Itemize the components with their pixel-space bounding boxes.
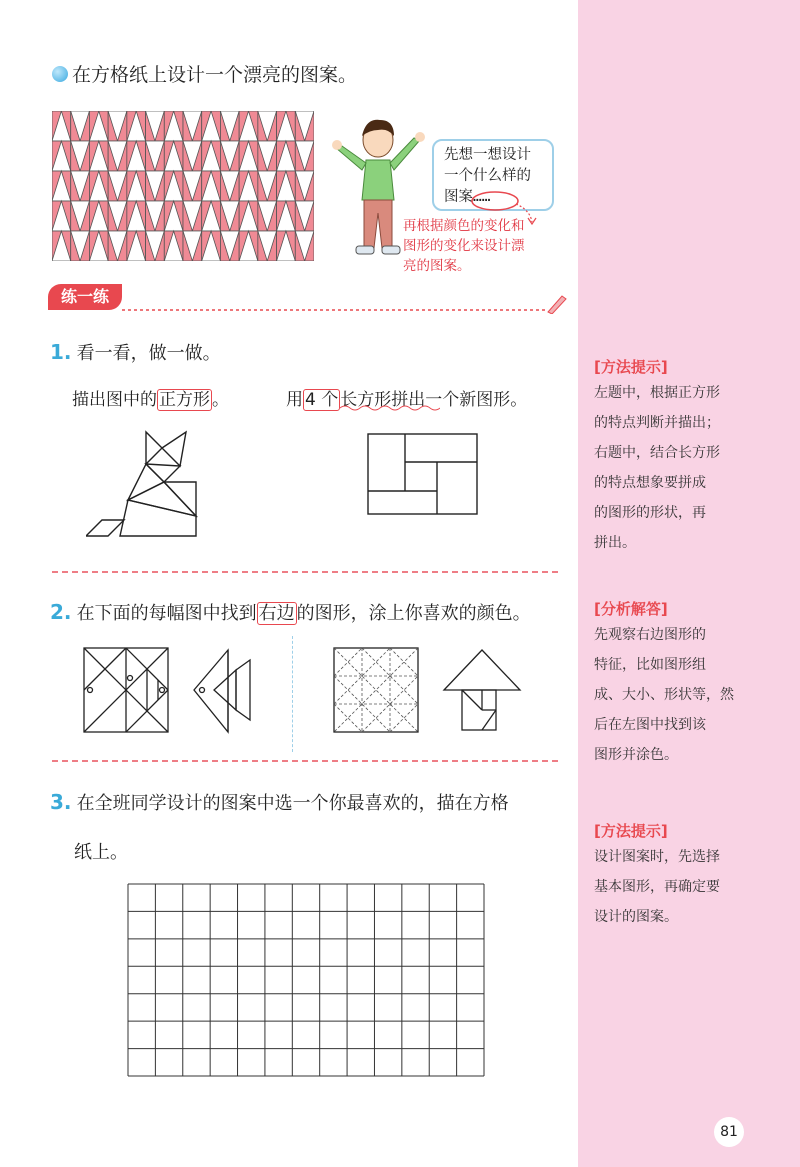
tangram-cat bbox=[86, 430, 206, 546]
q2-box: 右边 bbox=[258, 603, 295, 624]
wavy-underline bbox=[340, 404, 440, 412]
tip-line: 成、大小、形状等，然 bbox=[594, 687, 734, 703]
tip-line: 设计图案时，先选择 bbox=[594, 849, 720, 865]
grid-triangle-figure bbox=[332, 646, 528, 738]
square-triangle-figure bbox=[82, 646, 268, 738]
question-1 bbox=[50, 339, 221, 365]
tip-body-1 bbox=[594, 378, 754, 558]
q2-divider bbox=[292, 636, 293, 752]
tip-line: 特征，比如图形组 bbox=[594, 657, 706, 673]
practice-underline bbox=[122, 290, 568, 314]
bubble-line: 先想一想设计 bbox=[444, 147, 531, 163]
tip-body-3 bbox=[594, 842, 754, 932]
tip-line: 先观察右边图形的 bbox=[594, 627, 706, 643]
q3-line1: 在全班同学设计的图案中选一个你最喜欢的，描在方格 bbox=[76, 793, 509, 814]
red-hint bbox=[403, 216, 575, 276]
q2-post: 的图形，涂上你喜欢的颜色。 bbox=[296, 603, 531, 624]
tip-body-2 bbox=[594, 620, 754, 770]
q1-right-pre: 用 bbox=[286, 390, 303, 410]
sidebar-panel bbox=[578, 0, 800, 1167]
bubble-line: 图案…… bbox=[444, 189, 491, 205]
q2-number: 2. bbox=[50, 600, 72, 624]
tip-line: 设计的图案。 bbox=[594, 909, 678, 925]
q1-left-post: 。 bbox=[212, 390, 229, 410]
q1-right-post: 长方形拼出一个新图形。 bbox=[340, 390, 528, 410]
hint-line: 亮的图案。 bbox=[403, 258, 471, 274]
intro-text: 在方格纸上设计一个漂亮的图案。 bbox=[72, 64, 358, 86]
tip-line: 图形并涂色。 bbox=[594, 747, 678, 763]
bubble-line: 一个什么样的 bbox=[444, 168, 531, 184]
blank-grid-paper[interactable] bbox=[127, 883, 485, 1077]
hint-line: 图形的变化来设计漂 bbox=[403, 238, 525, 254]
tip-line: 后在左图中找到该 bbox=[594, 717, 706, 733]
q3-number: 3. bbox=[50, 790, 72, 814]
tip-line: 右题中，结合长方形 bbox=[594, 445, 720, 461]
q1-left-instruction bbox=[72, 385, 229, 410]
tip-line: 拼出。 bbox=[594, 535, 636, 551]
page-number: 81 bbox=[714, 1117, 744, 1147]
q1-right-box: 4 个 bbox=[305, 390, 339, 410]
q1-left-pre: 描出图中的 bbox=[72, 390, 157, 410]
q1-text: 看一看，做一做。 bbox=[76, 343, 221, 364]
tip-line: 的特点判断并描出； bbox=[594, 415, 720, 431]
separator bbox=[52, 760, 558, 762]
tip-heading-1: [方法提示] bbox=[594, 358, 668, 376]
q1-number: 1. bbox=[50, 340, 72, 364]
tip-line: 基本图形，再确定要 bbox=[594, 879, 720, 895]
question-3 bbox=[50, 789, 509, 815]
triangle-pattern bbox=[52, 111, 314, 261]
rectangles-figure bbox=[366, 432, 480, 516]
q3-line2: 纸上。 bbox=[74, 842, 128, 863]
practice-tag: 练一练 bbox=[48, 284, 122, 310]
q1-left-box: 正方形 bbox=[159, 390, 210, 410]
hint-line: 再根据颜色的变化和 bbox=[403, 218, 525, 234]
q2-pre: 在下面的每幅图中找到 bbox=[76, 603, 257, 624]
tip-heading-2: [分析解答] bbox=[594, 600, 668, 618]
separator bbox=[52, 571, 558, 573]
tip-line: 的特点想象要拼成 bbox=[594, 475, 706, 491]
tip-line: 的图形的形状，再 bbox=[594, 505, 706, 521]
tip-line: 左题中，根据正方形 bbox=[594, 385, 720, 401]
tip-heading-3: [方法提示] bbox=[594, 822, 668, 840]
bullet-icon bbox=[52, 66, 68, 82]
question-2 bbox=[50, 599, 531, 625]
